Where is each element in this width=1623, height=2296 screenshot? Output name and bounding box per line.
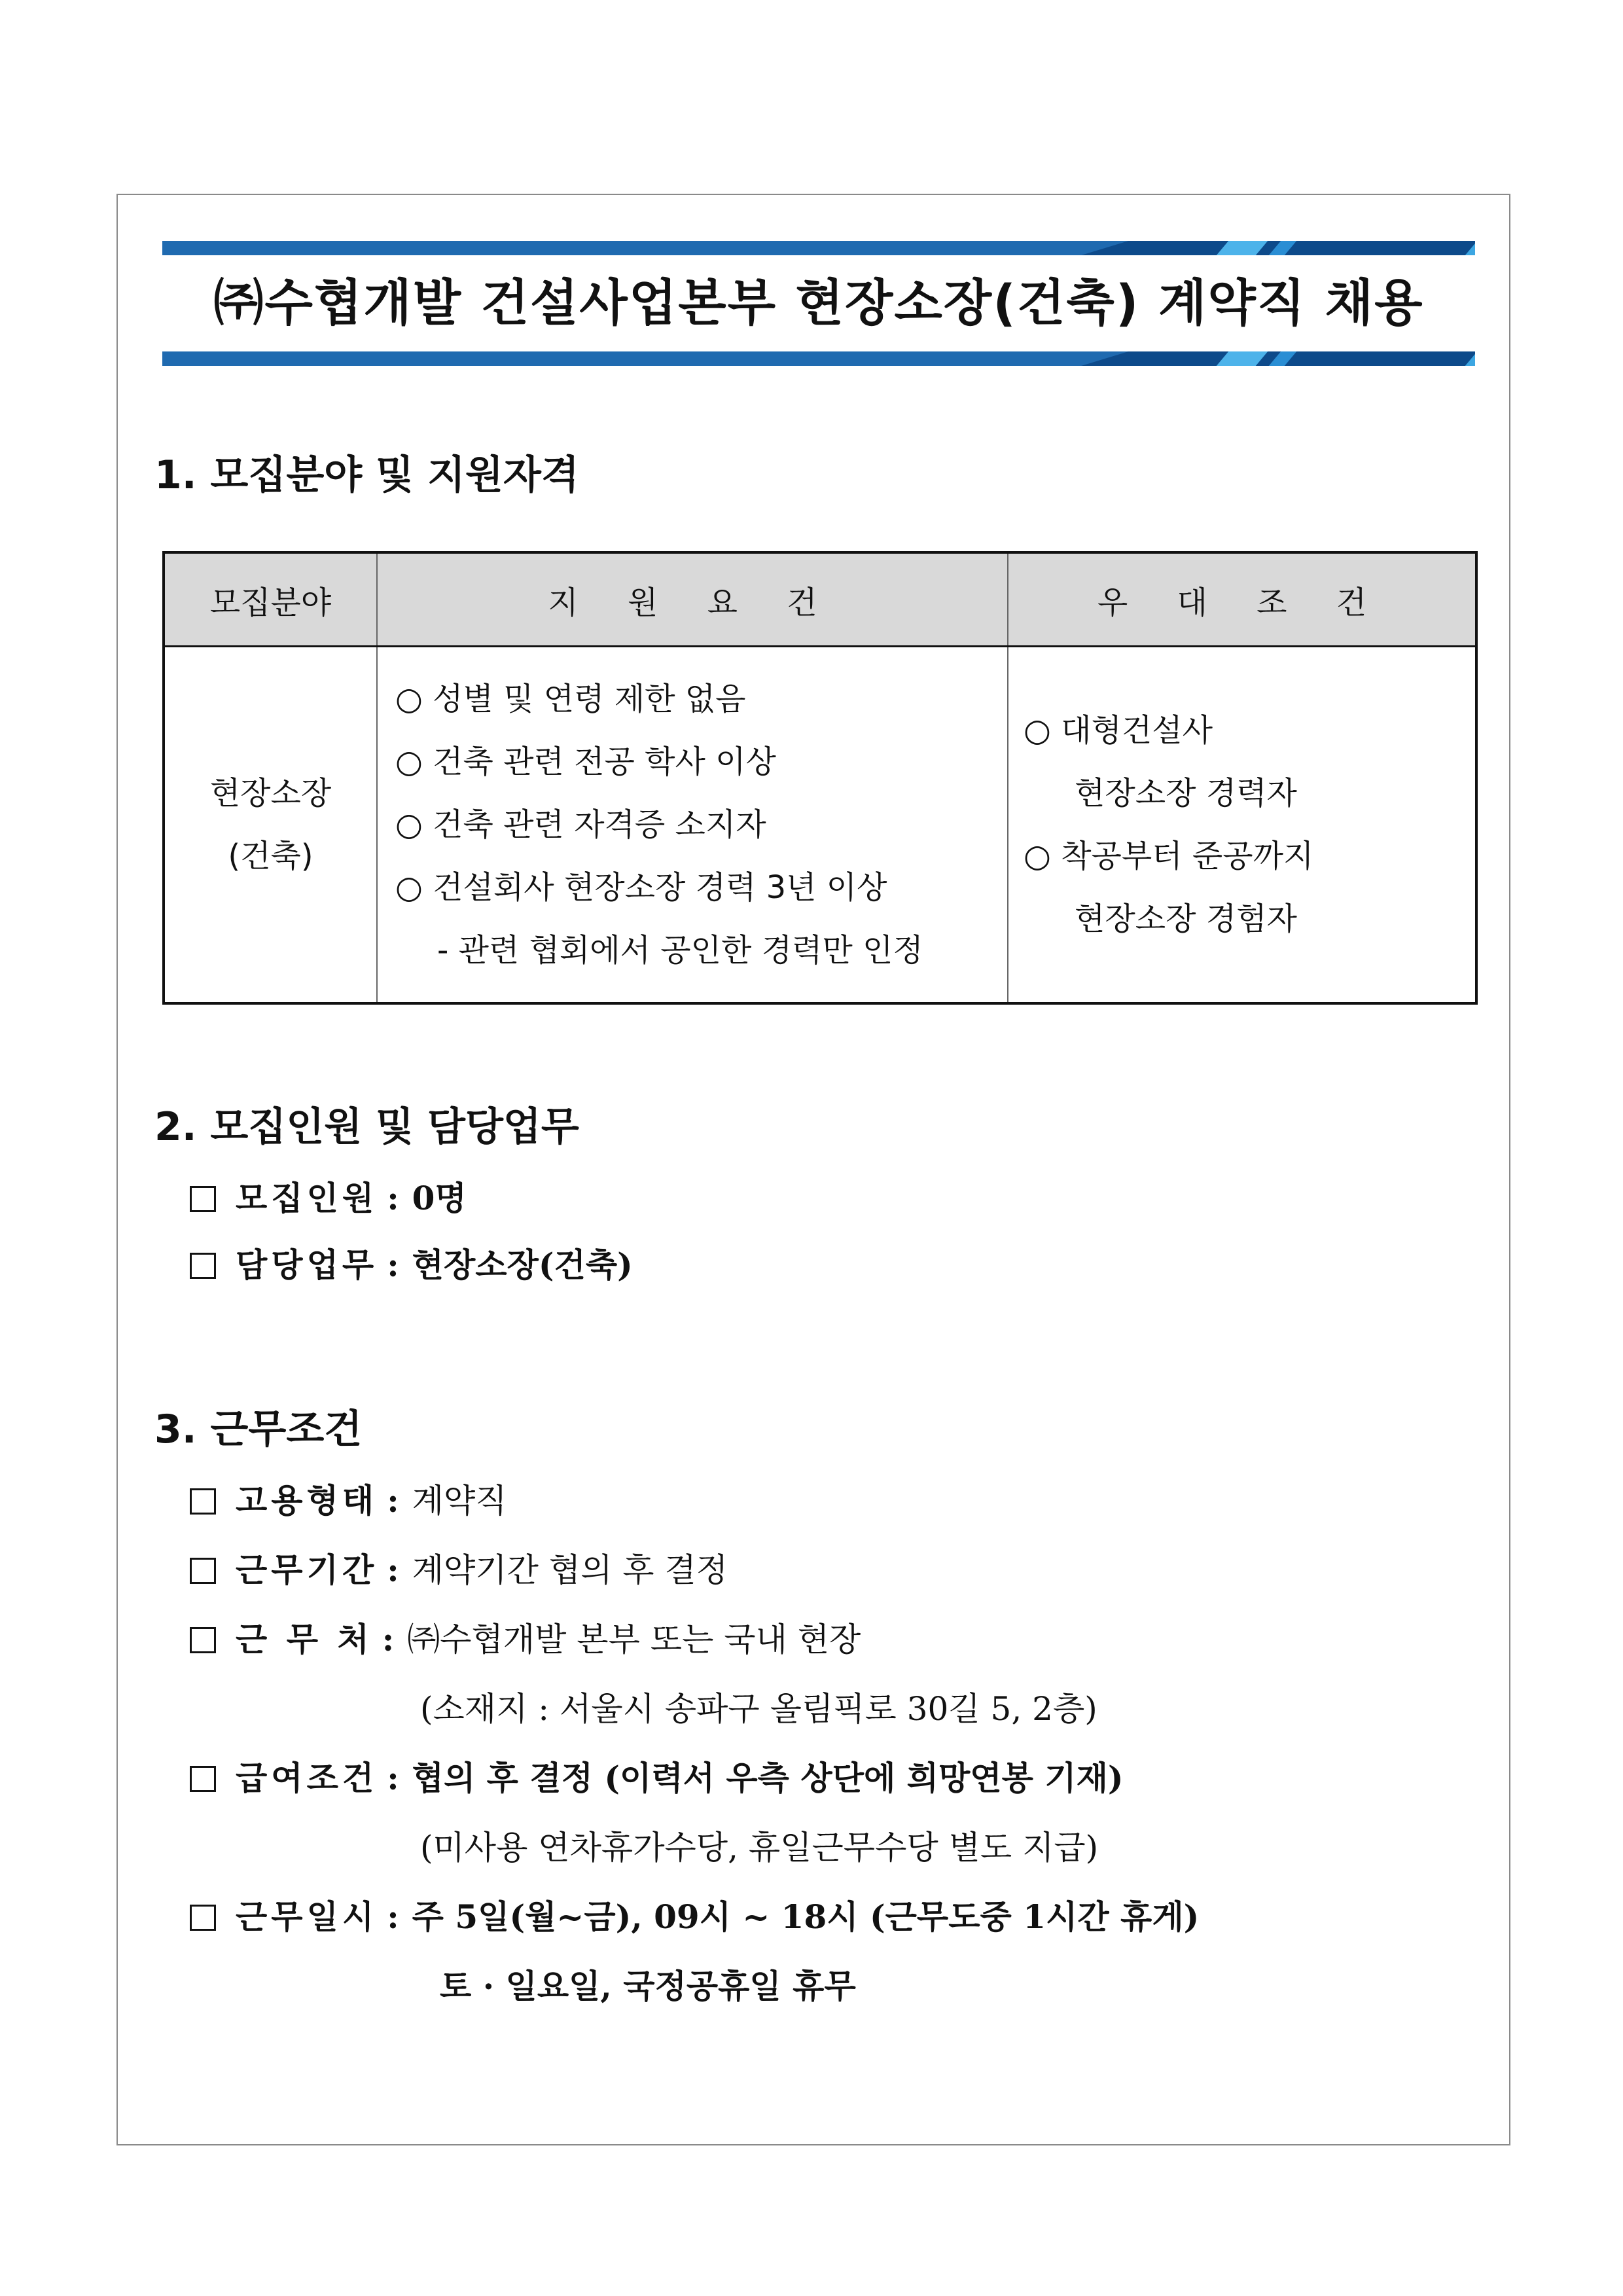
requirement-item: ○ 건축 관련 자격증 소지자 [395, 806, 766, 843]
section1-heading: 1. 모집분야 및 지원자격 [154, 452, 579, 498]
checkbox-icon [190, 1186, 216, 1212]
requirement-item: ○ 건축 관련 전공 학사 이상 [395, 744, 776, 780]
section3-heading: 3. 근무조건 [154, 1407, 363, 1452]
checkbox-icon [190, 1627, 216, 1653]
work-schedule-item: 근무일시 : 주 5일(월~금), 09시 ~ 18시 (근무도중 1시간 휴게) [190, 1894, 1199, 1940]
checkbox-icon [190, 1253, 216, 1279]
checkbox-icon [190, 1558, 216, 1584]
salary-note: (미사용 연차휴가수당, 휴일근무수당 별도 지급) [420, 1829, 1099, 1867]
salary-item: 급여조건 : 협의 후 결정 (이력서 우측 상단에 희망연봉 기재) [190, 1755, 1124, 1801]
field-name: 현장소장 [209, 775, 332, 812]
preference-item-cont: 현장소장 경험자 [1075, 901, 1297, 937]
preferences-cell [1008, 647, 1476, 1004]
preference-item: ○ 착공부터 준공까지 [1024, 838, 1314, 874]
employment-type-item: 고용형태 : 계약직 [190, 1478, 507, 1524]
header-field: 모집분야 [164, 552, 377, 647]
holiday-note: 토 · 일요일, 국정공휴일 휴무 [440, 1967, 856, 2005]
requirements-cell [377, 647, 1008, 1004]
title-bar-top [162, 241, 1475, 255]
work-period-item: 근무기간 : 계약기간 협의 후 결정 [190, 1547, 728, 1593]
header-requirements: 지 원 요 건 [377, 552, 1008, 647]
preference-item: ○ 대형건설사 [1024, 712, 1213, 749]
field-cell [164, 647, 377, 1004]
checkbox-icon [190, 1488, 216, 1515]
field-subtype: (건축) [228, 838, 313, 874]
requirements-table [162, 551, 1478, 1005]
header-preferences: 우 대 조 건 [1008, 552, 1476, 647]
requirement-item: ○ 건설회사 현장소장 경력 3년 이상 [395, 869, 887, 906]
section2-heading: 2. 모집인원 및 담당업무 [154, 1104, 579, 1150]
document-title: ㈜수협개발 건설사업본부 현장소장(건축) 계약직 채용 [213, 274, 1424, 332]
preference-item-cont: 현장소장 경력자 [1075, 775, 1297, 812]
requirement-note: - 관련 협회에서 공인한 경력만 인정 [437, 932, 923, 969]
duty-item: 담당업무 : 현장소장(건축) [190, 1242, 633, 1288]
checkbox-icon [190, 1905, 216, 1931]
workplace-item: 근 무 처 : ㈜수협개발 본부 또는 국내 현장 [190, 1617, 861, 1662]
title-bar-bottom [162, 351, 1475, 366]
recruit-count-item: 모집인원 : 0명 [190, 1175, 467, 1221]
workplace-address: (소재지 : 서울시 송파구 올림픽로 30길 5, 2층) [420, 1690, 1097, 1728]
checkbox-icon [190, 1766, 216, 1792]
requirement-item: ○ 성별 및 연령 제한 없음 [395, 681, 746, 717]
